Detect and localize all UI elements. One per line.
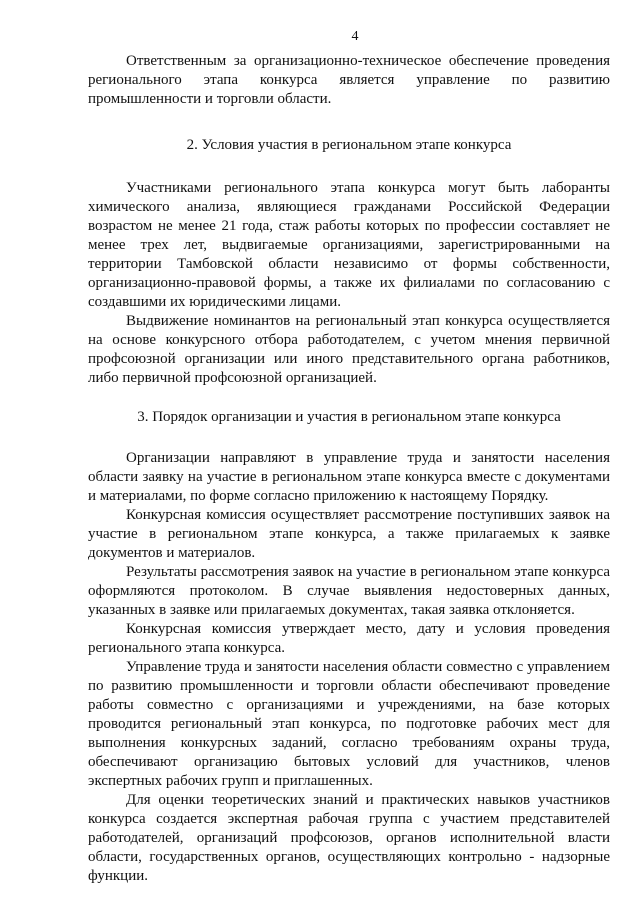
page-number: 4 (351, 29, 359, 44)
intro-paragraph: Ответственным за организационно-техническое обеспечение проведения регионального этапа конкурса является управление по развитию промышленности и торговли области. (88, 53, 610, 107)
section-3-paragraph-organization: Управление труда и занятости населения области совместно с управлением по развитию промышленности и торговли области обеспечивают проведение работы совместно с организациями и учреждениями, на базе которых проводится региональный этап конкурса, по подготовке рабочих мест для выполнения конкурсных заданий, согласно требованиям охраны труда, обеспечивают организацию бытовых условий для участников, членов экспертных рабочих групп и приглашенных. (88, 659, 610, 789)
section-2-paragraph-nomination: Выдвижение номинантов на региональный этап конкурса осуществляется на основе конкурсного отбора работодателем, с учетом мнения первичной профсоюзной организации или иного представительного органа работников, либо первичной профсоюзной организацией. (88, 313, 610, 386)
section-3-heading: 3. Порядок организации и участия в региональном этапе конкурса (137, 409, 561, 425)
section-2-heading: 2. Условия участия в региональном этапе конкурса (186, 137, 512, 153)
section-3-paragraph-approval: Конкурсная комиссия утверждает место, дату и условия проведения регионального этапа конкурса. (88, 621, 610, 656)
section-procedure (88, 408, 610, 886)
section-2-paragraph-participants: Участниками регионального этапа конкурса могут быть лаборанты химического анализа, являющиеся гражданами Российской Федерации возрастом не менее 21 года, стаж работы которых по профессии составляет не менее трех лет, выдвигаемые организациями, зарегистрированными на территории Тамбовской области независимо от формы собственности, организационно-правовой формы, а также их филиалами по согласованию с создавшими их юридическими лицами. (88, 180, 610, 310)
section-3-paragraph-expert-group: Для оценки теоретических знаний и практических навыков участников конкурса создается экспертная рабочая группа с участием представителей работодателей, организаций профсоюзов, органов исполнительной власти области, государственных органов, осуществляющих контрольно - надзорные функции. (88, 792, 610, 884)
section-3-paragraph-review: Конкурсная комиссия осуществляет рассмотрение поступивших заявок на участие в региональном этапе конкурса, а также прилагаемых к заявке документов и материалов. (88, 507, 610, 561)
section-conditions (88, 136, 610, 388)
document-page (88, 28, 610, 886)
section-3-paragraph-results: Результаты рассмотрения заявок на участие в региональном этапе конкурса оформляются протоколом. В случае выявления недостоверных данных, указанных в заявке или прилагаемых документах, такая заявка отклоняется. (88, 564, 610, 618)
section-3-paragraph-application: Организации направляют в управление труда и занятости населения области заявку на участие в региональном этапе конкурса вместе с документами и материалами, по форме согласно приложению к настоящему Порядку. (88, 450, 610, 504)
